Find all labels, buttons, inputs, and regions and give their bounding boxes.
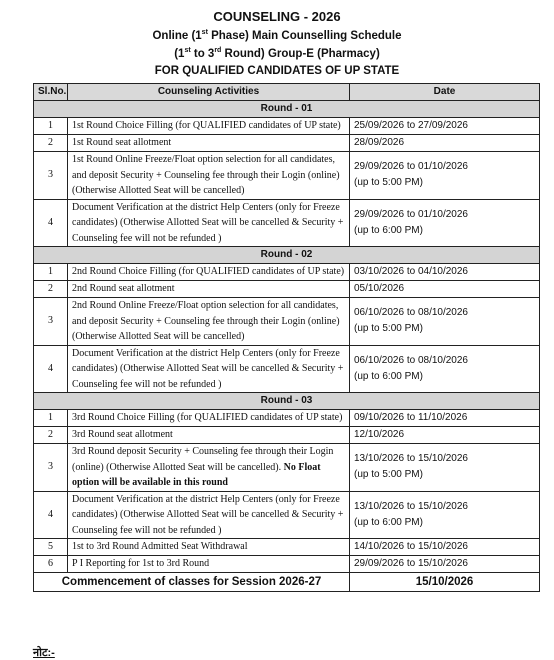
round-03-title: Round - 03 xyxy=(34,393,540,410)
activity-cell: 1st Round Online Freeze/Float option selection for all candidates, and deposit Security + Counseling fee through their Login (online) (Otherwise Allotted Seat will be cancelled) xyxy=(68,152,350,200)
eligibility-subtitle: FOR QUALIFIED CANDIDATES OF UP STATE xyxy=(154,65,400,77)
date-cell: 28/09/2026 xyxy=(350,135,540,152)
activity-cell: 1st Round Choice Filling (for QUALIFIED candidates of UP state) xyxy=(68,118,350,135)
table-header-row xyxy=(34,84,540,101)
activity-cell: Document Verification at the district Help Centers (only for Freeze candidates) (Otherwise Allotted Seat will be cancelled & Security + Counseling fee will not be refunded ) xyxy=(68,491,350,539)
header-activities: Counseling Activities xyxy=(68,84,350,101)
header-sl-no: Sl.No. xyxy=(34,84,68,101)
table-row xyxy=(34,427,540,444)
sl-cell: 3 xyxy=(34,444,68,492)
sl-cell: 1 xyxy=(34,264,68,281)
note-label: नोट:- xyxy=(33,647,55,659)
no-float-notice: No Float option will be available in this round xyxy=(72,461,321,488)
round-heading-row xyxy=(34,101,540,118)
table-row xyxy=(34,491,540,539)
activity-cell: 2nd Round Online Freeze/Float option selection for all candidates, and deposit Security + Counseling fee through their Login (online) (Otherwise Allotted Seat will be cancelled) xyxy=(68,298,350,346)
date-cell: 29/09/2026 to 15/10/2026 xyxy=(350,556,540,573)
commencement-row xyxy=(34,573,540,592)
sl-cell: 2 xyxy=(34,135,68,152)
date-cell xyxy=(350,345,540,393)
deadline-time: (up to 6:00 PM) xyxy=(354,370,423,382)
date-cell xyxy=(350,298,540,346)
date-range: 13/10/2026 to 15/10/2026 xyxy=(354,453,468,465)
sl-cell: 2 xyxy=(34,281,68,298)
activity-cell: 1st to 3rd Round Admitted Seat Withdrawal xyxy=(68,539,350,556)
activity-cell: P I Reporting for 1st to 3rd Round xyxy=(68,556,350,573)
date-range: 29/09/2026 to 01/10/2026 xyxy=(354,208,468,220)
schedule-subtitle: Online (1st Phase) Main Counselling Schedule xyxy=(152,29,402,42)
table-row xyxy=(34,152,540,200)
activity-cell: 1st Round seat allotment xyxy=(68,135,350,152)
table-row xyxy=(34,298,540,346)
sl-cell: 5 xyxy=(34,539,68,556)
date-range: 13/10/2026 to 15/10/2026 xyxy=(354,500,468,512)
date-cell: 09/10/2026 to 11/10/2026 xyxy=(350,410,540,427)
deadline-time: (up to 5:00 PM) xyxy=(354,469,423,481)
activity-cell: Document Verification at the district Help Centers (only for Freeze candidates) (Otherwise Allotted Seat will be cancelled & Security + Counseling fee will not be refunded ) xyxy=(68,345,350,393)
deadline-time: (up to 6:00 PM) xyxy=(354,516,423,528)
activity-cell: 3rd Round seat allotment xyxy=(68,427,350,444)
table-row xyxy=(34,199,540,247)
date-range: 29/09/2026 to 01/10/2026 xyxy=(354,161,468,173)
commencement-date: 15/10/2026 xyxy=(350,573,540,592)
deadline-time: (up to 5:00 PM) xyxy=(354,323,423,335)
sl-cell: 6 xyxy=(34,556,68,573)
rounds-subtitle: (1st to 3rd Round) Group-E (Pharmacy) xyxy=(174,47,380,60)
deadline-time: (up to 5:00 PM) xyxy=(354,177,423,189)
sl-cell: 1 xyxy=(34,410,68,427)
date-cell: 05/10/2026 xyxy=(350,281,540,298)
date-cell xyxy=(350,199,540,247)
table-row xyxy=(34,281,540,298)
date-cell: 12/10/2026 xyxy=(350,427,540,444)
date-cell: 14/10/2026 to 15/10/2026 xyxy=(350,539,540,556)
commencement-label: Commencement of classes for Session 2026-27 xyxy=(34,573,350,592)
sl-cell: 2 xyxy=(34,427,68,444)
activity-cell: 2nd Round Choice Filling (for QUALIFIED candidates of UP state) xyxy=(68,264,350,281)
table-row xyxy=(34,264,540,281)
round-heading-row xyxy=(34,393,540,410)
activity-cell: 2nd Round seat allotment xyxy=(68,281,350,298)
activity-cell: Document Verification at the district Help Centers (only for Freeze candidates) (Otherwise Allotted Seat will be cancelled & Security + Counseling fee will not be refunded ) xyxy=(68,199,350,247)
sl-cell: 3 xyxy=(34,298,68,346)
activity-cell xyxy=(68,444,350,492)
date-range: 06/10/2026 to 08/10/2026 xyxy=(354,354,468,366)
sl-cell: 3 xyxy=(34,152,68,200)
date-cell: 03/10/2026 to 04/10/2026 xyxy=(350,264,540,281)
sl-cell: 4 xyxy=(34,345,68,393)
table-row xyxy=(34,444,540,492)
table-row xyxy=(34,410,540,427)
table-row xyxy=(34,118,540,135)
table-row xyxy=(34,556,540,573)
date-cell xyxy=(350,152,540,200)
table-row xyxy=(34,135,540,152)
date-cell xyxy=(350,444,540,492)
schedule-table xyxy=(33,83,540,592)
document-title: COUNSELING - 2026 xyxy=(213,9,341,24)
date-cell xyxy=(350,491,540,539)
activity-cell: 3rd Round Choice Filling (for QUALIFIED candidates of UP state) xyxy=(68,410,350,427)
round-02-title: Round - 02 xyxy=(34,247,540,264)
date-cell: 25/09/2026 to 27/09/2026 xyxy=(350,118,540,135)
round-01-title: Round - 01 xyxy=(34,101,540,118)
round-heading-row xyxy=(34,247,540,264)
table-row xyxy=(34,345,540,393)
table-row xyxy=(34,539,540,556)
header-date: Date xyxy=(350,84,540,101)
deadline-time: (up to 6:00 PM) xyxy=(354,224,423,236)
sl-cell: 4 xyxy=(34,491,68,539)
sl-cell: 4 xyxy=(34,199,68,247)
date-range: 06/10/2026 to 08/10/2026 xyxy=(354,307,468,319)
activity-text: 3rd Round deposit Security + Counseling fee through their Login (online) (Otherwise Allotted Seat will be cancelled). xyxy=(72,446,334,473)
sl-cell: 1 xyxy=(34,118,68,135)
